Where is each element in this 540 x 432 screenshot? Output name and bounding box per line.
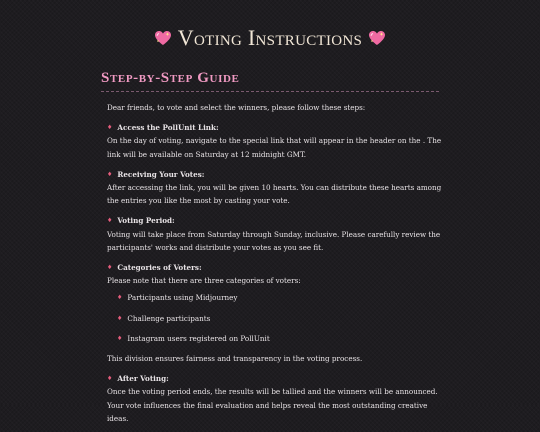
fairness-note: This division ensures fairness and transparency in the voting process. <box>107 354 363 364</box>
step-heading: Voting Period: <box>117 216 175 226</box>
page-title-text: Voting Instructions <box>177 25 363 50</box>
instructions-content <box>107 101 443 432</box>
step-receiving-votes <box>107 168 443 208</box>
bullet-icon: ♦ <box>117 334 123 342</box>
bullet-icon: ♦ <box>107 375 113 383</box>
step-text: Voting will take place from Saturday through Sunday, inclusive. Please carefully review the participants' works and distribute your votes as you see fit. <box>107 229 441 252</box>
step-text: After accessing the link, you will be given 10 hearts. You can distribute these hearts among the entries you like the most by casting your vote. <box>107 183 442 206</box>
section-divider <box>101 91 439 92</box>
step-heading: Access the PollUnit Link: <box>117 123 219 133</box>
step-voter-categories <box>107 261 443 365</box>
step-text: On the day of voting, navigate to the special link that will appear in the header on the . The link will be available on Saturday at 12 midnight GMT. <box>107 136 442 159</box>
step-heading: After Voting: <box>117 374 169 384</box>
step-voting-period <box>107 214 443 254</box>
list-item: ♦ Instagram users registered on PollUnit <box>117 333 270 343</box>
bullet-icon: ♦ <box>117 294 123 302</box>
bullet-icon: ♦ <box>107 124 113 132</box>
list-item: ♦ Challenge participants <box>117 313 211 323</box>
bullet-icon: ♦ <box>107 264 113 272</box>
step-heading: Receiving Your Votes: <box>117 169 205 179</box>
intro-text: Dear friends, to vote and select the winners, please follow these steps: <box>107 103 366 112</box>
sparkling-heart-icon <box>154 26 172 42</box>
step-heading: Categories of Voters: <box>117 263 202 273</box>
sparkling-heart-icon <box>368 26 386 42</box>
voter-category-list <box>117 291 443 345</box>
bullet-icon: ♦ <box>107 170 113 178</box>
section-title: Step-by-Step Guide <box>101 70 240 86</box>
page-title <box>0 25 540 51</box>
step-access-link <box>107 121 443 161</box>
step-text: Once the voting period ends, the results will be tallied and the winners will be announced. Your vote influences the final evaluation and helps reveal the most outstanding creative ideas. <box>107 387 438 423</box>
list-item: ♦ Participants using Midjourney <box>117 293 238 303</box>
bullet-icon: ♦ <box>107 217 113 225</box>
step-text: Please note that there are three categories of voters: <box>107 276 301 286</box>
step-after-voting <box>107 372 443 425</box>
bullet-icon: ♦ <box>117 314 123 322</box>
